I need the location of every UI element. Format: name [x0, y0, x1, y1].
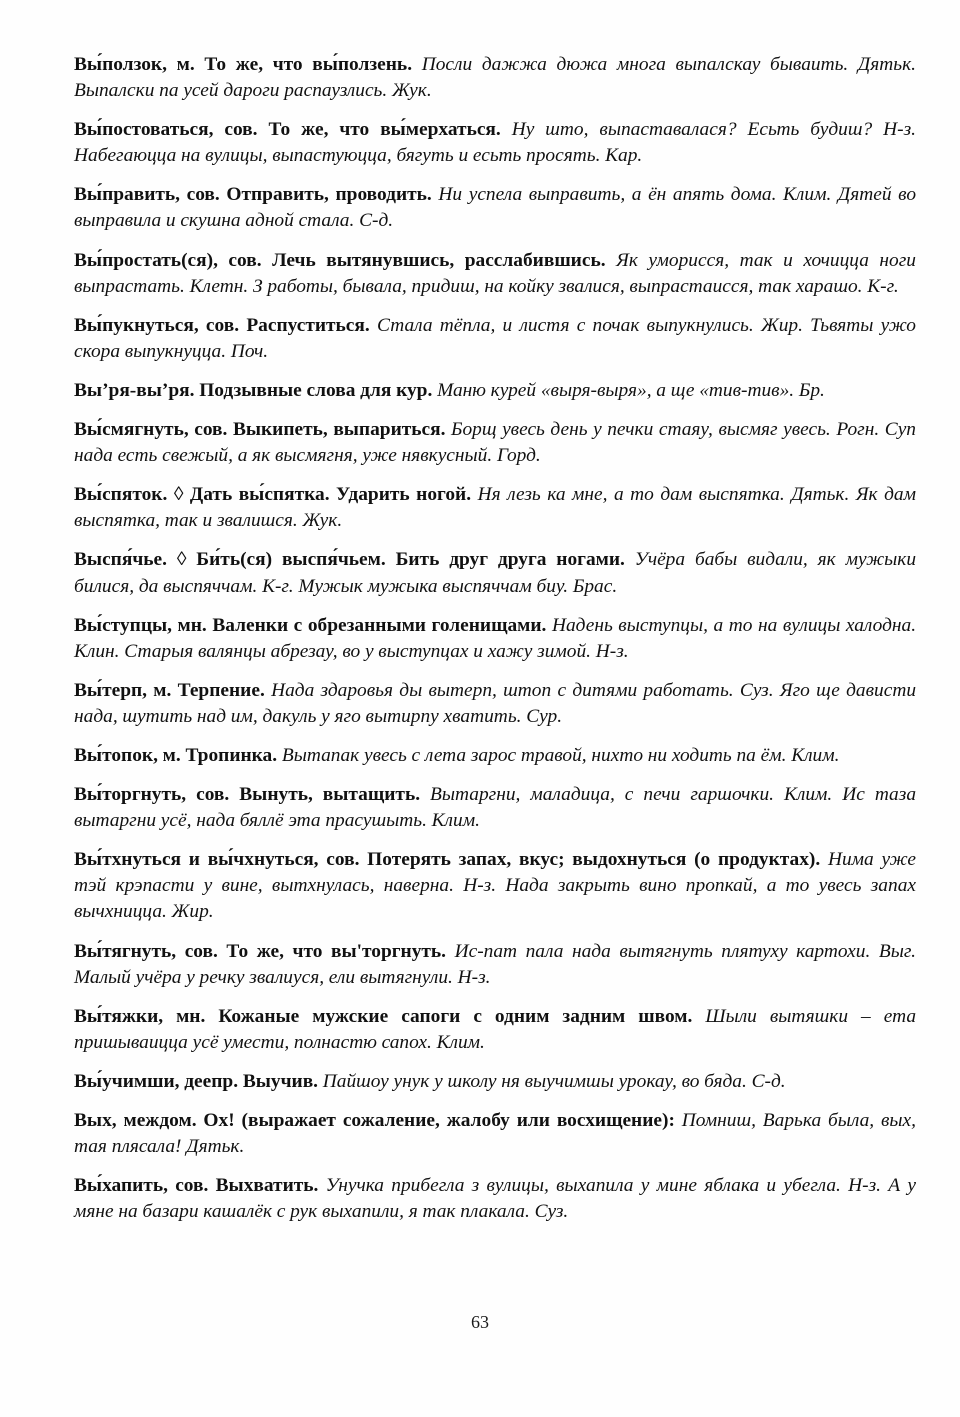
entry-examples: Нада здаровья ды вытерп, штоп с дитями работать. Суз. Яго ще дависти нада, шутить над им, дакуль у яго вытирпу хватить. Сур.	[74, 679, 917, 727]
dictionary-entry	[74, 847, 916, 925]
entry-examples: Помниш, Варька была, вых, тая плясала! Дятьк.	[74, 1110, 916, 1158]
entry-headword: Вы́терп, м.	[74, 679, 172, 701]
entry-headword: Вы́тяжки, мн.	[74, 1005, 206, 1027]
entry-examples: Надень выступцы, а то на вулицы халодна. Клин. Старыя валянцы абрезау, во у выступцах и хажу зимой. Н-з.	[74, 614, 917, 662]
entry-definition: Распуститься.	[246, 314, 370, 336]
entry-definition: Валенки с обрезанными голенищами.	[212, 614, 547, 636]
dictionary-entry	[74, 743, 916, 769]
entry-definition: Вынуть, вытащить.	[239, 784, 421, 806]
entry-headword: Вы́хапить, сов.	[74, 1175, 209, 1197]
entry-definition: Бить друг друга ногами.	[395, 549, 625, 571]
entry-headword: Вы́ступцы, мн.	[74, 614, 207, 636]
dictionary-entry	[74, 482, 916, 534]
entry-headword: Вы́простать(ся), сов.	[74, 249, 262, 271]
dictionary-entries-column	[74, 52, 916, 1225]
dictionary-entry	[74, 117, 916, 169]
entry-definition: Отправить, проводить.	[226, 184, 432, 206]
entry-examples: Ни успела выправить, а ён апять дома. Клим. Дятей во выправила и скушна адной стала. С-д.	[74, 184, 917, 232]
dictionary-entry	[74, 1004, 916, 1056]
entry-headword: Вы́торгнуть, сов.	[74, 784, 230, 806]
dictionary-entry	[74, 248, 916, 300]
entry-definition: То же, что вы'торгнуть.	[226, 940, 447, 962]
dictionary-entry	[74, 417, 916, 469]
dictionary-entry	[74, 547, 916, 599]
entry-headword: Вы́править, сов.	[74, 184, 220, 206]
dictionary-entry	[74, 52, 916, 104]
entry-examples: Учёра бабы видали, як мужыки билися, да выспяччам. К-г. Мужык мужыка выспяччам биу. Брас.	[74, 549, 917, 597]
dictionary-entry	[74, 378, 916, 404]
dictionary-entry	[74, 613, 916, 665]
dictionary-entry	[74, 1069, 916, 1095]
entry-headword: Вы́тягнуть, сов.	[74, 940, 218, 962]
entry-definition: Выхватить.	[215, 1175, 319, 1197]
entry-definition: Ох! (выражает сожаление, жалобу или восхищение):	[203, 1110, 675, 1131]
entry-headword: Вых, междом.	[74, 1110, 197, 1131]
entry-examples: Ну што, выпаставалася? Есьть будиш? Н-з. Набегаюцца на вулицы, выпастуюцца, бягуть и есьть просять. Кар.	[74, 119, 916, 167]
entry-examples: Шыли вытяшки – ета пришываицца усё умести, полнастю сапох. Клим.	[74, 1005, 917, 1053]
entry-headword: Вы́топок, м.	[74, 744, 181, 766]
entry-definition: Потерять запах, вкус; выдохнуться (о продуктах).	[367, 849, 821, 871]
dictionary-entry	[74, 1108, 916, 1160]
entry-headword: Вы́учимши, деепр.	[74, 1070, 239, 1092]
entry-headword: Вы́пукнуться, сов.	[74, 314, 240, 336]
entry-examples: Вытаргни, маладица, с печи гаршочки. Клим. Ис таза вытаргни усё, нада бяллё эта прасушыть. Клим.	[74, 784, 917, 832]
entry-examples: Як умориcся, так и хочицца ноги выпрастать. Клетн. З работы, бывала, придиш, на койку звалися, выпрастаисся, так харашо. К-г.	[74, 249, 916, 297]
entry-definition: Терпение.	[177, 679, 265, 701]
entry-examples: Стала тёпла, и листя с почак выпукнулись. Жир. Тьвяты ужо скора выпукнуцца. Поч.	[74, 314, 916, 362]
dictionary-entry	[74, 313, 916, 365]
entry-definition: То же, что вы́ползень.	[204, 54, 413, 75]
entry-headword: Выспя́чье. ◊ Би́ть(ся) выспя́чьем.	[74, 549, 386, 571]
entry-definition: Выучив.	[242, 1070, 319, 1092]
entry-headword: Вы́спяток. ◊ Дать вы́спятка.	[74, 484, 330, 506]
entry-examples: Борщ увесь день у печки стаяу, высмяг увесь. Рогн. Суп нада есть свежый, а як высмягня, уже нявкусный. Горд.	[74, 419, 916, 467]
page-number: 63	[471, 1312, 489, 1332]
entry-headword: Вы́ползок, м.	[74, 54, 195, 75]
entry-headword: Вы’ря-вы’ря.	[74, 379, 195, 401]
dictionary-entry	[74, 939, 916, 991]
dictionary-entry	[74, 1173, 916, 1225]
entry-examples: Ис-пат пала нада вытягнуть плятуху картохи. Выг. Малый учёра у речку звалиуся, ели вытягнули. Н-з.	[74, 940, 916, 988]
dictionary-entry	[74, 182, 916, 234]
entry-examples: Вытапак увесь с лета зарос травой, нихто ни ходить па ём. Клим.	[281, 744, 840, 766]
entry-headword: Вы́смягнуть, сов.	[74, 419, 228, 441]
entry-headword: Вы́постоваться, сов.	[74, 119, 258, 141]
dictionary-entry	[74, 678, 916, 730]
entry-definition: Ударить ногой.	[336, 484, 472, 506]
dictionary-entry	[74, 782, 916, 834]
entry-examples: Маню курей «выря-выря», а ще «тив-тив». Бр.	[437, 379, 825, 401]
entry-definition: Тропинка.	[185, 744, 278, 766]
entry-definition: Подзывные слова для кур.	[199, 379, 433, 401]
entry-examples: Пайшоу унук у школу ня выучимшы урокау, во бяда. С-д.	[322, 1070, 786, 1092]
entry-headword: Вы́тхнуться и вы́чхнуться, сов.	[74, 849, 360, 871]
entry-definition: Выкипеть, выпариться.	[232, 419, 446, 441]
entry-definition: Лечь вытянувшись, расслабившись.	[272, 249, 606, 271]
entry-definition: То же, что вы́мерхаться.	[268, 119, 501, 141]
entry-examples: Посли дажжа дюжа многа выпалскау бываить. Дятьк. Выпалски па усей дароги распаузлись. Жук.	[74, 54, 917, 102]
entry-definition: Кожаные мужские сапоги с одним задним швом.	[218, 1005, 693, 1027]
entry-examples: Ня лезь ка мне, а то дам выспятка. Дятьк. Як дам выспятка, так и звалишся. Жук.	[74, 484, 917, 532]
entry-examples: Унучка прибегла з вулицы, выхапила у мине яблака и убегла. Н-з. А у мяне на базари кашалёк с рук выхапили, я так плакала. Суз.	[74, 1175, 917, 1223]
entry-examples: Нима уже тэй крэпасти у вине, вытхнулась, наверна. Н-з. Нада закрыть вино пропкай, а то увесь запах вычхницца. Жир.	[74, 849, 917, 923]
